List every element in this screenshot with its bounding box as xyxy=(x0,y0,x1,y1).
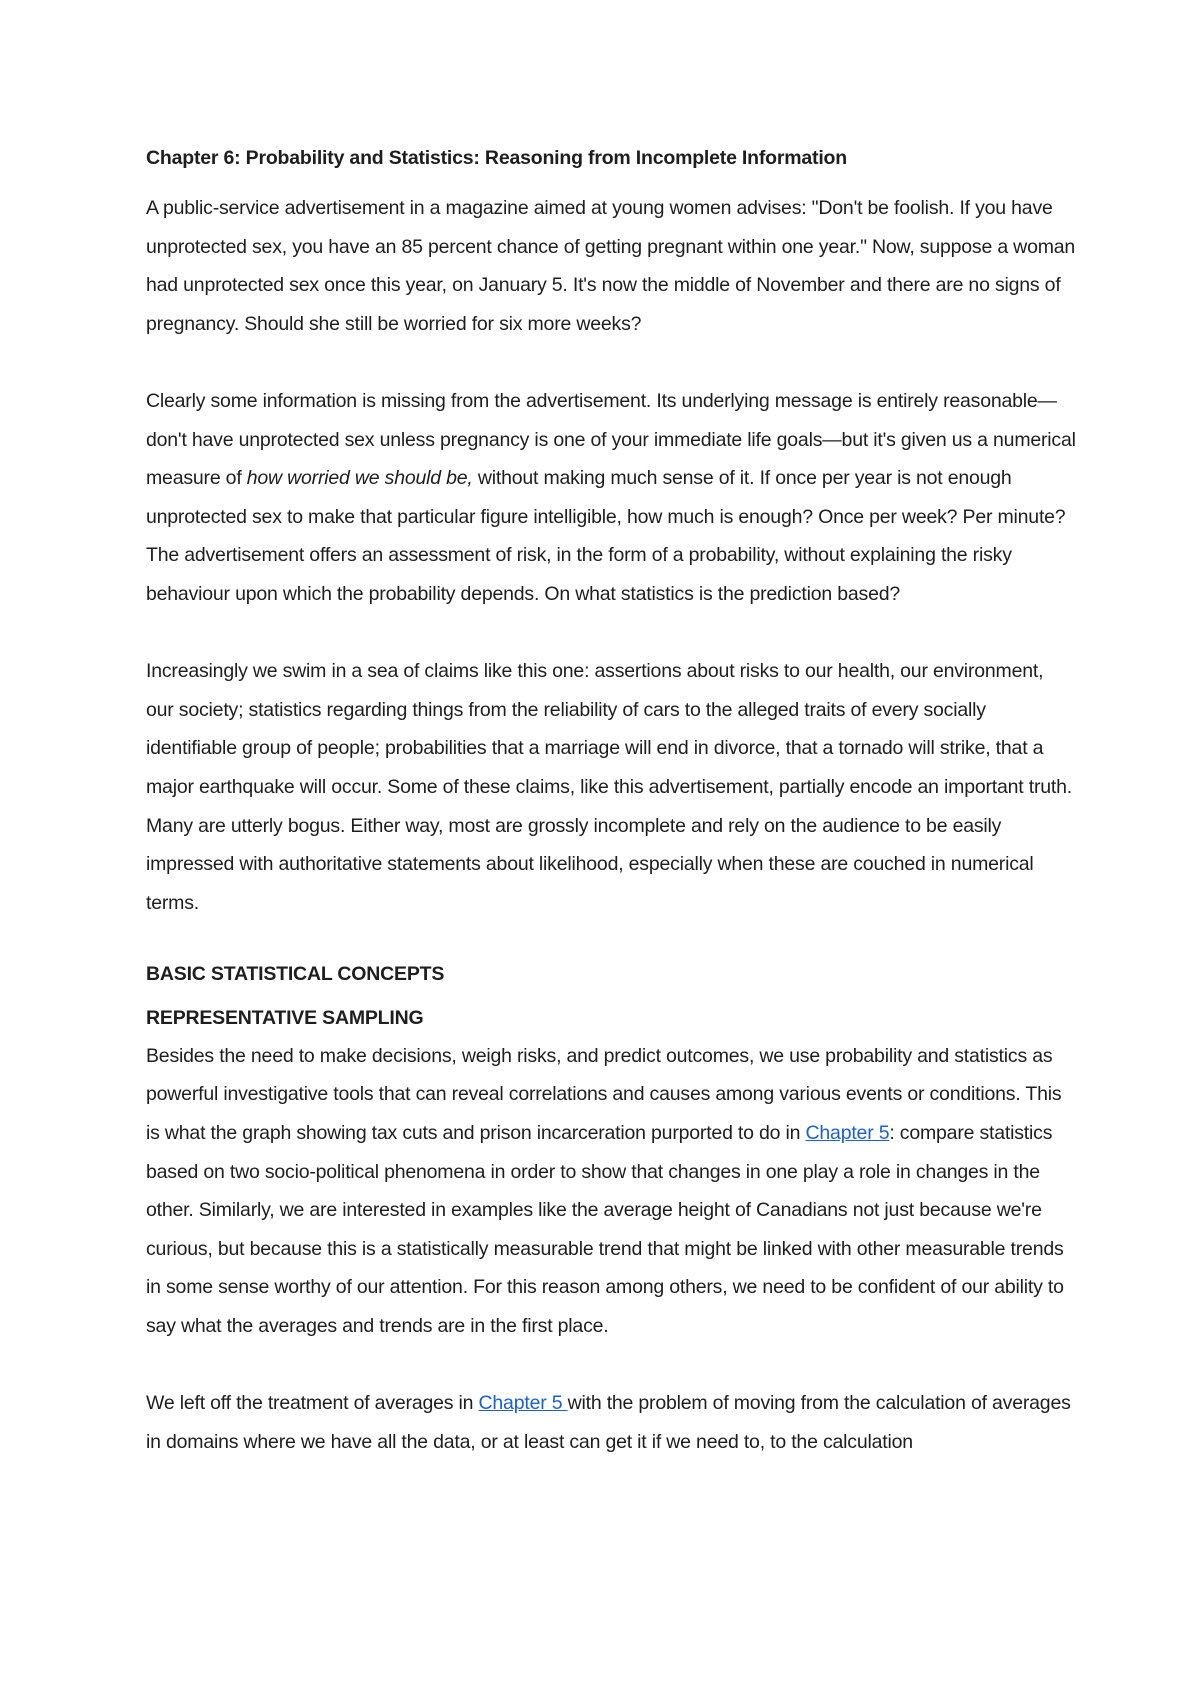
section-heading-representative-sampling: REPRESENTATIVE SAMPLING xyxy=(146,1006,424,1029)
paragraph-text: We left off the treatment of averages in xyxy=(146,1392,479,1415)
paragraph-intro: A public-service advertisement in a magazine aimed at young women advises: "Don't be foolish. If you have unprotected sex, you have an 85 percent chance of getting pregnant within one year." Now, suppose a woman had unprotected sex once this year, on January 5. It's now the middle of November and there are no signs of pregnancy. Should she still be worried for six more weeks? xyxy=(146,197,1076,335)
chapter-5-link-second[interactable]: Chapter 5 xyxy=(478,1392,568,1415)
chapter-5-link[interactable]: Chapter 5 xyxy=(805,1122,890,1145)
paragraph-investigative-tools xyxy=(146,1037,1076,1346)
paragraph-text: without making much sense of it. If once per year is not enough unprotected sex to make that particular figure intelligible, how much is enough? Once per week? Per minute? The advertisement offers an assessment of risk, in the form of a probability, without explaining the risky behaviour upon which the probability depends. On what statistics is the prediction based? xyxy=(146,467,1066,605)
document-page xyxy=(146,145,1076,1461)
paragraph-text: : compare statistics based on two socio-political phenomena in order to show that changes in one play a role in changes in the other. Similarly, we are interested in examples like the average height of Canadians not just because we're curious, but because this is a statistically measurable trend that might be linked with other measurable trends in some sense worthy of our attention. For this reason among others, we need to be confident of our ability to say what the averages and trends are in the first place. xyxy=(146,1122,1064,1338)
paragraph-text: Besides the need to make decisions, weigh risks, and predict outcomes, we use probability and statistics as powerful investigative tools that can reveal correlations and causes among various events or conditions. This is what the graph showing tax cuts and prison incarceration purported to do in xyxy=(146,1044,1062,1145)
paragraph-sea-of-claims: Increasingly we swim in a sea of claims like this one: assertions about risks to our health, our environment, our society; statistics regarding things from the reliability of cars to the alleged traits of every socially identifiable group of people; probabilities that a marriage will end in divorce, that a tornado will strike, that a major earthquake will occur. Some of these claims, like this advertisement, partially encode an important truth. Many are utterly bogus. Either way, most are grossly incomplete and rely on the audience to be easily impressed with authoritative statements about likelihood, especially when these are couched in numerical terms. xyxy=(146,660,1072,914)
paragraph-text: with the problem of moving from the calculation of averages in domains where we have all the data, or at least can get it if we need to, to the calculation xyxy=(146,1392,1071,1453)
paragraph-missing-information xyxy=(146,382,1076,614)
paragraph-treatment-of-averages xyxy=(146,1384,1076,1461)
emphasis-text: how worried we should be, xyxy=(246,467,473,490)
section-heading-basic-concepts: BASIC STATISTICAL CONCEPTS xyxy=(146,962,445,985)
paragraph-text: Clearly some information is missing from the advertisement. Its underlying message is entirely reasonable—don't have unprotected sex unless pregnancy is one of your immediate life goals—but it's given us a numerical measure of xyxy=(146,389,1076,490)
chapter-title: Chapter 6: Probability and Statistics: Reasoning from Incomplete Information xyxy=(146,147,847,169)
